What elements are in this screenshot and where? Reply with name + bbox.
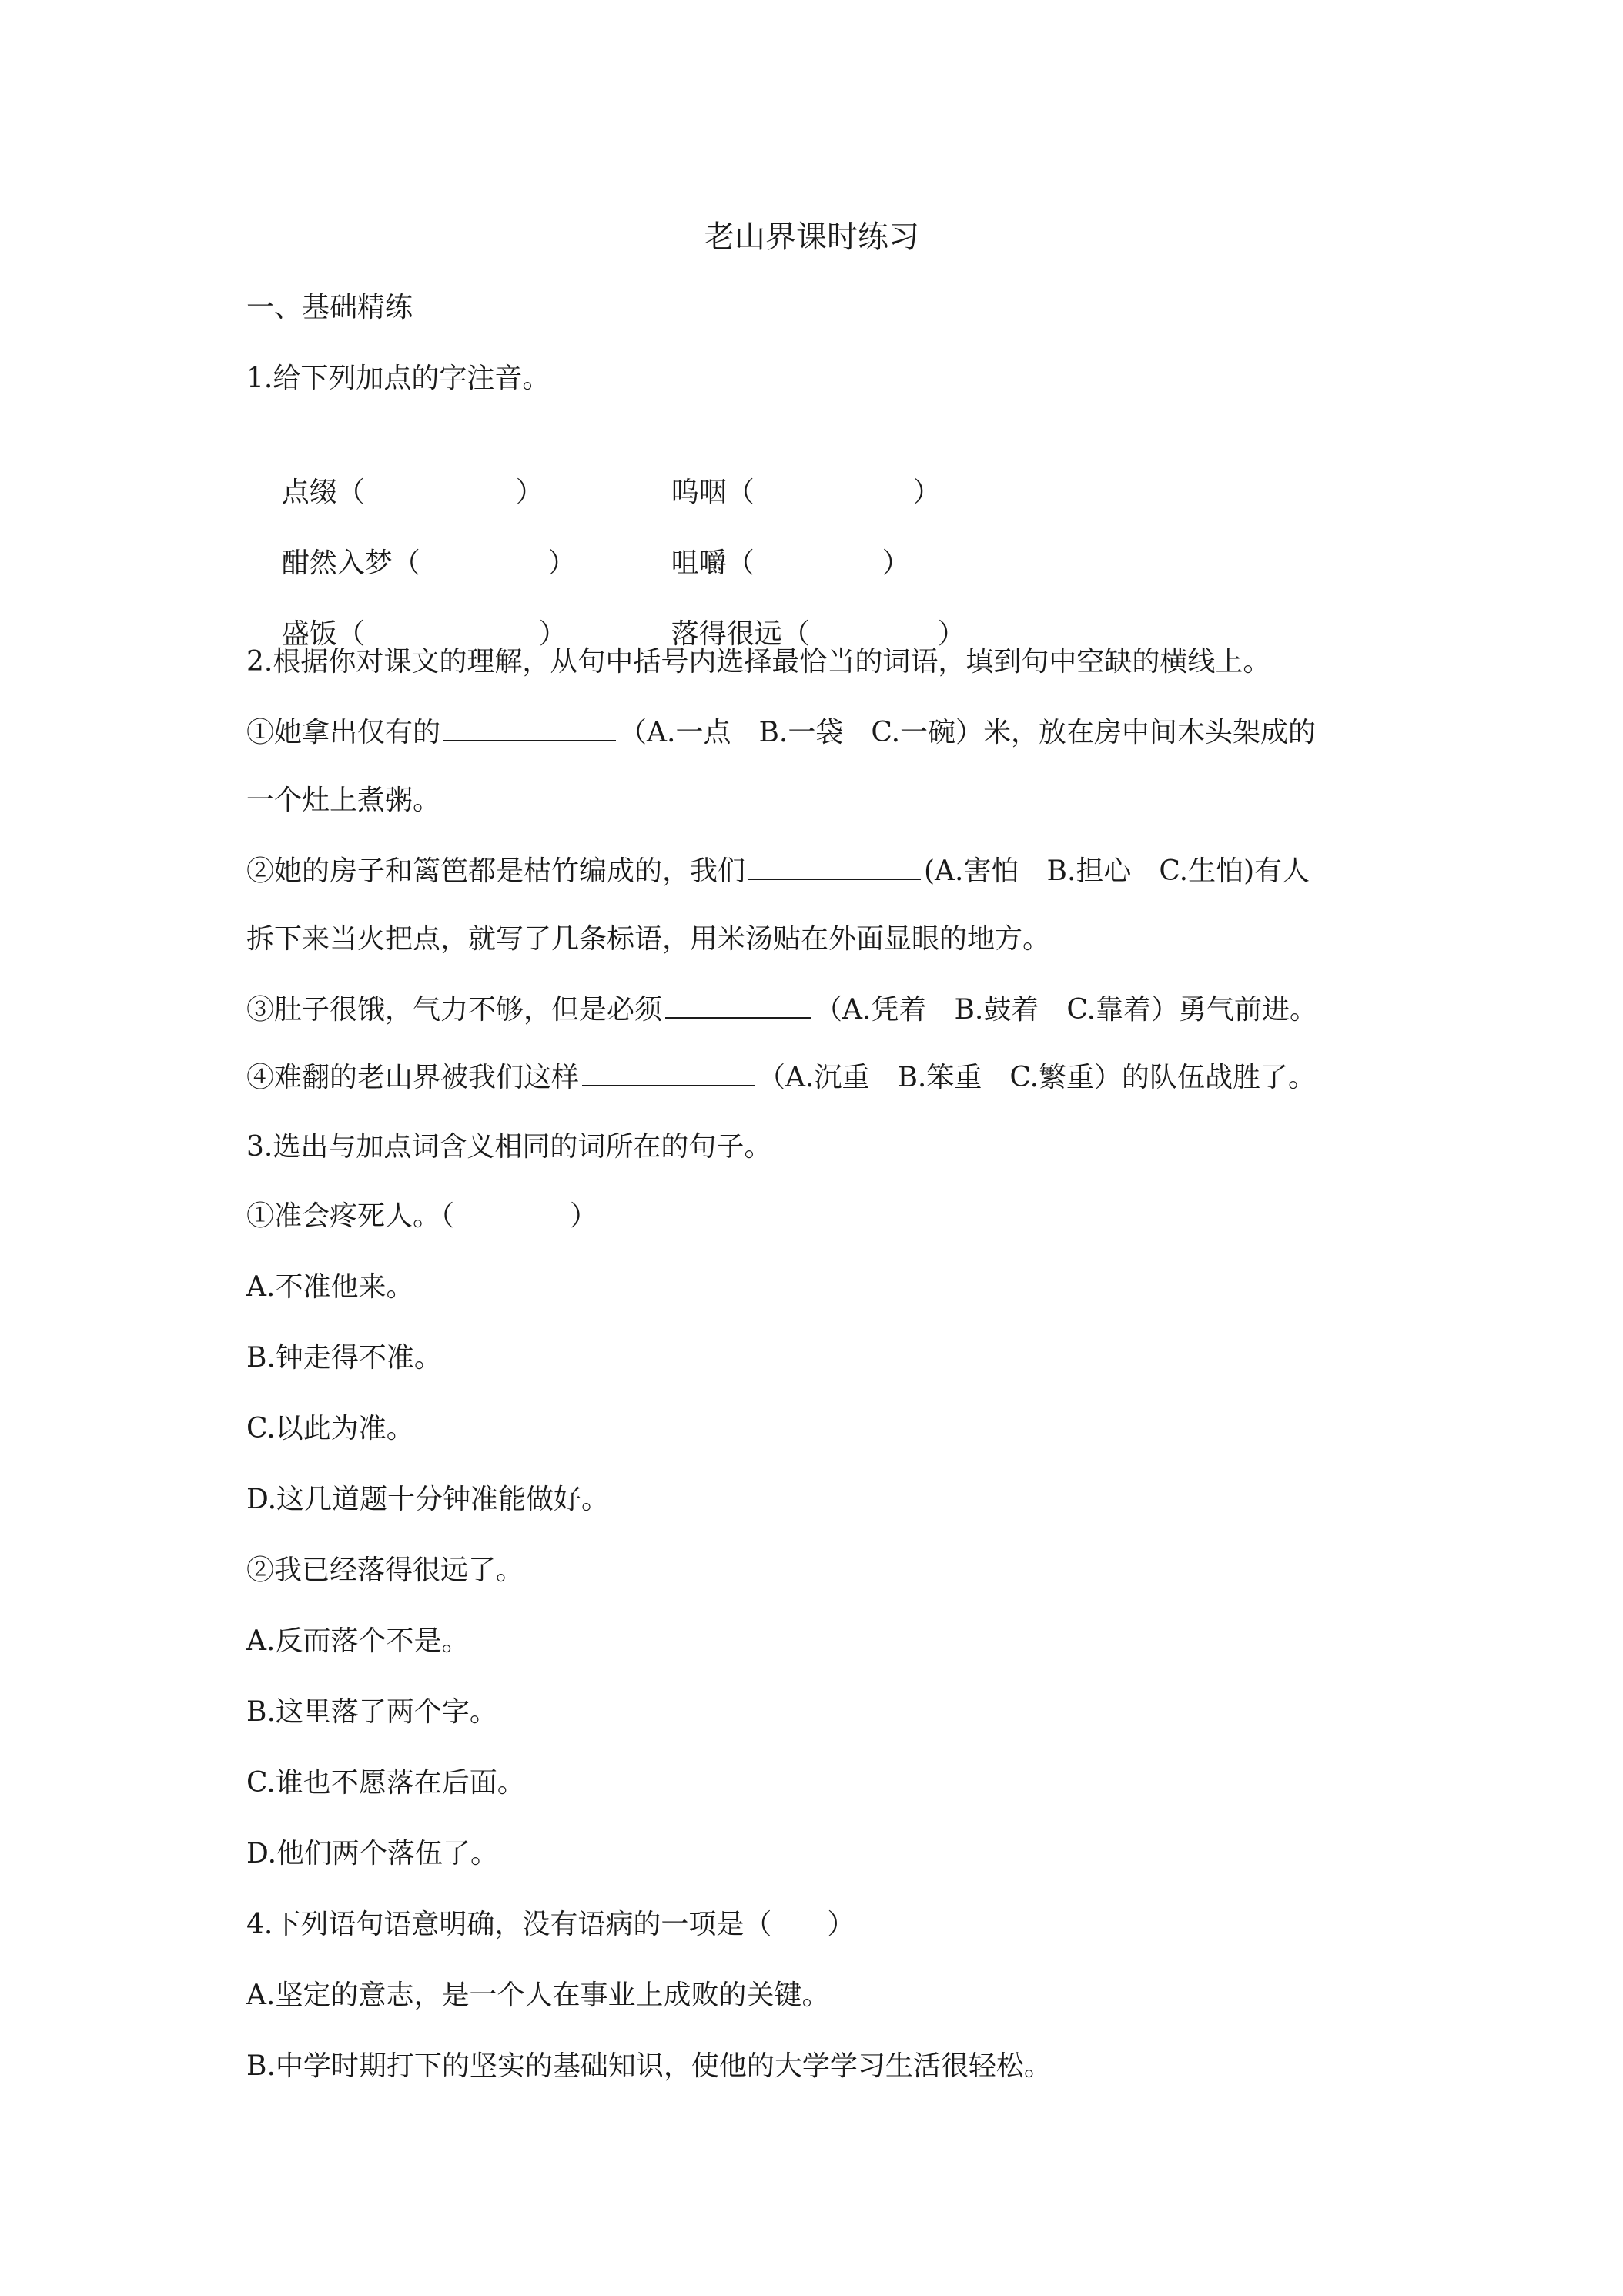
option: C.以此为准。: [246, 1413, 414, 1444]
option: B.中学时期打下的坚实的基础知识，使他的大学学习生活很轻松。: [246, 2050, 1052, 2082]
option: D.这几道题十分钟准能做好。: [246, 1484, 610, 1515]
pinyin-item: 点缀（ ）: [281, 477, 544, 508]
question-2-sentence-1: ①她拿出仅有的 （A.一点 B.一袋 C.一碗）米，放在房中间木头架成的: [246, 711, 1316, 755]
question-3-part-1: ①准会疼死人。（ ）: [246, 1200, 598, 1232]
question-2-sentence-2-cont: 拆下来当火把点，就写了几条标语，用米汤贴在外面显眼的地方。: [246, 923, 1051, 955]
option: C.谁也不愿落在后面。: [246, 1767, 525, 1799]
answer-blank[interactable]: [443, 712, 616, 741]
answer-blank[interactable]: [748, 851, 921, 880]
question-3-part-2: ②我已经落得很远了。: [246, 1555, 524, 1586]
option: D.他们两个落伍了。: [246, 1838, 499, 1869]
question-4-stem: 4.下列语句语意明确，没有语病的一项是（ ）: [246, 1909, 855, 1940]
pinyin-item: 呜咽（ ）: [671, 477, 941, 508]
pinyin-item: 盛饭（ ）: [281, 618, 567, 650]
option: A.反而落个不是。: [246, 1625, 470, 1657]
pinyin-item: 酣然入梦（ ）: [281, 547, 576, 579]
option: A.坚定的意志，是一个人在事业上成败的关键。: [246, 1980, 830, 2011]
answer-blank[interactable]: [665, 989, 812, 1019]
question-2-sentence-3: ③肚子很饿，气力不够，但是必须 （A.凭着 B.鼓着 C.靠着）勇气前进。: [246, 989, 1317, 1032]
question-2-sentence-2: ②她的房子和篱笆都是枯竹编成的，我们 (A.害怕 B.担心 C.生怕)有人: [246, 850, 1310, 893]
page-title: 老山界课时练习: [704, 219, 919, 255]
question-2-sentence-4: ④难翻的老山界被我们这样 （A.沉重 B.笨重 C.繁重）的队伍战胜了。: [246, 1056, 1316, 1099]
pinyin-item: 咀嚼（ ）: [671, 547, 910, 579]
answer-blank[interactable]: [582, 1057, 755, 1086]
pinyin-item: 落得很远（ ）: [671, 618, 965, 650]
question-2-stem: 2.根据你对课文的理解，从句中括号内选择最恰当的词语，填到句中空缺的横线上。: [246, 646, 1271, 678]
option: B.这里落了两个字。: [246, 1696, 497, 1728]
question-2-sentence-1-cont: 一个灶上煮粥。: [246, 785, 441, 816]
section-heading: 一、基础精练: [246, 292, 413, 323]
question-3-stem: 3.选出与加点词含义相同的词所在的句子。: [246, 1131, 772, 1163]
question-1-stem: 1.给下列加点的字注音。: [246, 363, 550, 394]
option: B.钟走得不准。: [246, 1342, 442, 1374]
option: A.不准他来。: [246, 1271, 414, 1303]
